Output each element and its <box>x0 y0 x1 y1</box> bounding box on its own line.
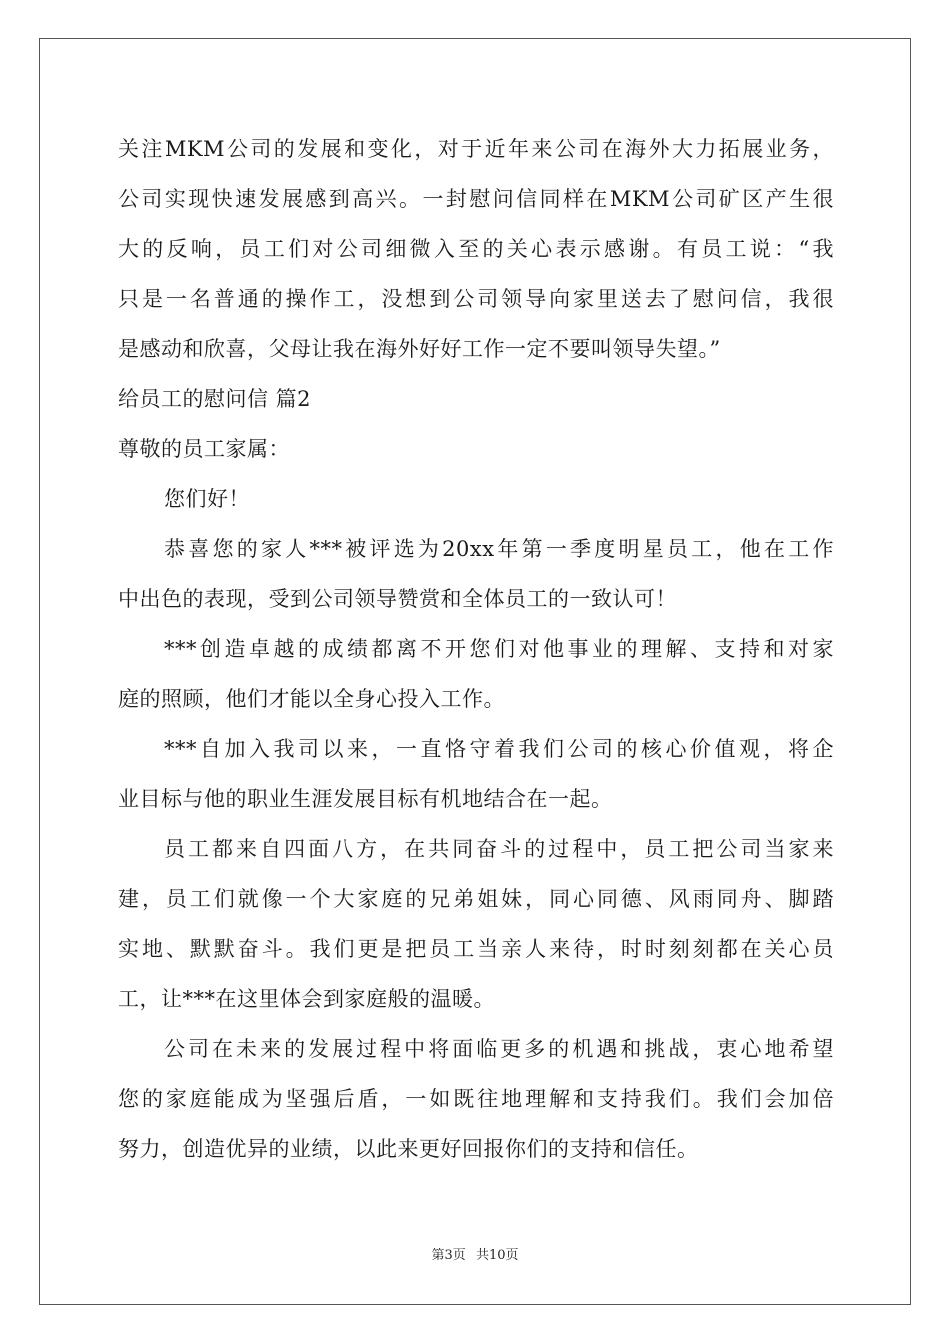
text-line: 是感动和欣喜，父母让我在海外好好工作一定不要叫领导失望。” <box>118 337 721 361</box>
text-line: ***自加入我司以来，一直恪守着我们公司的核心价值观，将企 <box>164 737 834 761</box>
text-line: 实地、默默奋斗。我们更是把员工当亲人来待，时时刻刻都在关心员 <box>118 937 834 961</box>
text-line: 只是一名普通的操作工，没想到公司领导向家里送去了慰问信，我很 <box>118 287 834 311</box>
text-line: 您的家庭能成为坚强后盾，一如既往地理解和支持我们。我们会加倍 <box>118 1087 834 1111</box>
page-footer <box>0 1244 950 1263</box>
text-line: 中出色的表现，受到公司领导赞赏和全体员工的一致认可！ <box>118 587 677 611</box>
text-line: ***创造卓越的成绩都离不开您们对他事业的理解、支持和对家 <box>164 637 834 661</box>
section-heading: 给员工的慰问信 篇2 <box>118 387 312 411</box>
text-line: 公司实现快速发展感到高兴。一封慰问信同样在MKM公司矿区产生很 <box>118 187 834 211</box>
text-line: 大的反响，员工们对公司细微入至的关心表示感谢。有员工说：“我 <box>118 237 834 261</box>
text-line: 关注MKM公司的发展和变化，对于近年来公司在海外大力拓展业务， <box>118 137 834 161</box>
text-line: 业目标与他的职业生涯发展目标有机地结合在一起。 <box>118 787 613 811</box>
text-line: 恭喜您的家人***被评选为20xx年第一季度明星员工，他在工作 <box>164 537 834 561</box>
text-line: 工，让***在这里体会到家庭般的温暖。 <box>118 987 495 1011</box>
salutation: 尊敬的员工家属： <box>118 437 290 461</box>
text-line: 庭的照顾，他们才能以全身心投入工作。 <box>118 687 505 711</box>
text-line: 建，员工们就像一个大家庭的兄弟姐妹，同心同德、风雨同舟、脚踏 <box>118 887 834 911</box>
text-line: 公司在未来的发展过程中将面临更多的机遇和挑战，衷心地希望 <box>164 1037 834 1061</box>
document-body <box>118 124 834 1174</box>
page-number-total: 共10页 <box>475 1248 519 1263</box>
text-line: 员工都来自四面八方，在共同奋斗的过程中，员工把公司当家来 <box>164 837 834 861</box>
page-number-current: 第3页 <box>431 1248 466 1263</box>
text-line: 努力，创造优异的业绩，以此来更好回报你们的支持和信任。 <box>118 1137 699 1161</box>
greeting: 您们好！ <box>164 487 250 511</box>
